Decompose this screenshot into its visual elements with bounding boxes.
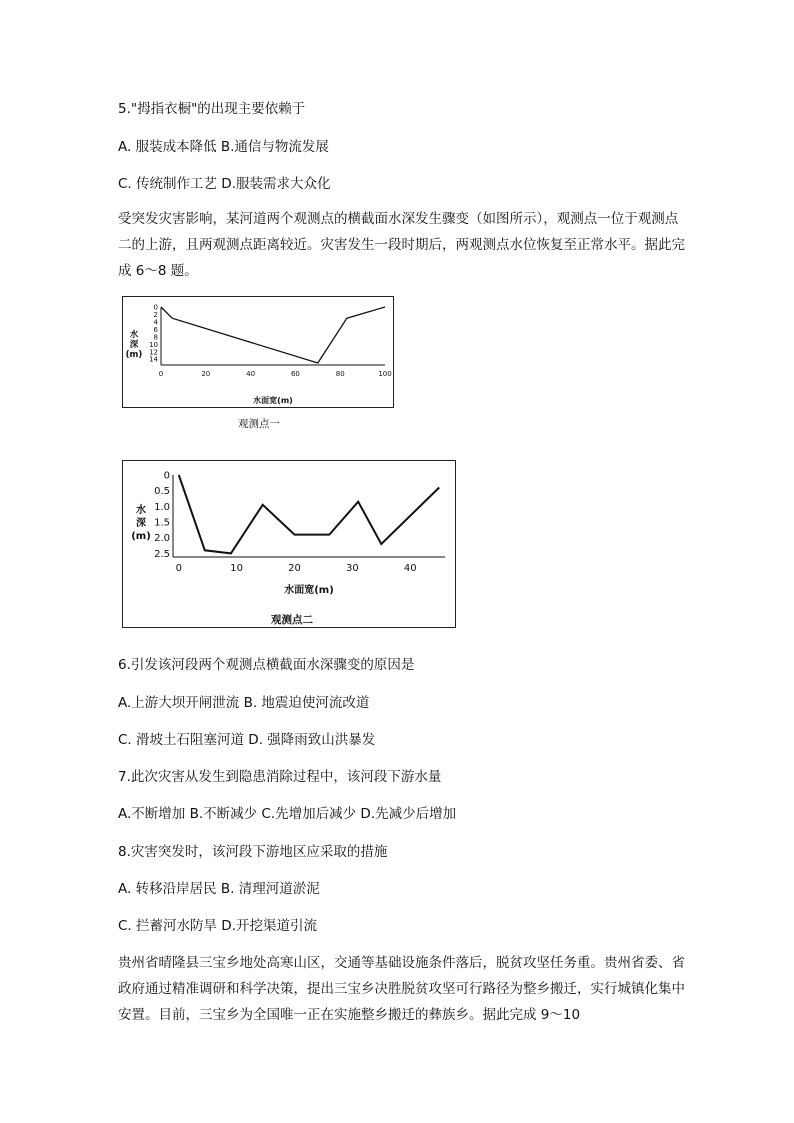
x-tick-label: 40 xyxy=(403,563,417,574)
caption-observation-point-1: 观测点一 xyxy=(238,418,280,430)
q6-options-ab: A.上游大坝开闸泄流 B. 地震迫使河流改道 xyxy=(118,695,370,711)
y-axis-label: (m) xyxy=(125,350,143,360)
q6-options-cd: C. 滑坡土石阻塞河道 D. 强降雨致山洪暴发 xyxy=(118,732,376,748)
chart-observation-point-2 xyxy=(123,461,455,627)
y-axis-label: 水 xyxy=(136,505,146,516)
y-tick-label: 1.5 xyxy=(154,517,170,529)
x-tick-label: 20 xyxy=(201,370,211,378)
y-tick-label: 4 xyxy=(153,318,158,327)
q8-options-ab: A. 转移沿岸居民 B. 清理河道淤泥 xyxy=(118,881,320,897)
y-tick-label: 2.5 xyxy=(154,548,170,560)
x-tick-label: 10 xyxy=(230,563,244,574)
q7-stem: 7.此次灾害从发生到隐患消除过程中，该河段下游水量 xyxy=(118,769,442,785)
y-tick-label: 6 xyxy=(153,325,158,334)
y-tick-label: 12 xyxy=(149,348,158,357)
x-axis-label: 水面宽(m) xyxy=(284,585,334,596)
q5-options-cd: C. 传统制作工艺 D.服装需求大众化 xyxy=(118,176,331,192)
q8-stem: 8.灾害突发时，该河段下游地区应采取的措施 xyxy=(118,844,388,860)
x-tick-label: 40 xyxy=(246,370,256,378)
x-tick-label: 80 xyxy=(335,370,345,378)
chart-observation-point-1 xyxy=(123,297,393,407)
x-axis-label: 水面宽(m) xyxy=(253,396,293,405)
x-tick-label: 20 xyxy=(288,563,301,574)
q6-stem: 6.引发该河段两个观测点横截面水深骤变的原因是 xyxy=(118,657,415,673)
y-axis-label: (m) xyxy=(131,531,151,542)
y-axis-label: 水 xyxy=(129,330,139,340)
water-depth-profile-line xyxy=(161,307,385,363)
q5-stem: 5."拇指衣橱"的出现主要依赖于 xyxy=(118,101,306,117)
y-axis-label: 深 xyxy=(136,518,146,529)
x-tick-label: 60 xyxy=(290,370,300,378)
y-tick-label: 2.0 xyxy=(154,533,170,545)
y-tick-label: 2 xyxy=(153,310,158,319)
caption-observation-point-2: 观测点二 xyxy=(271,614,313,626)
y-tick-label: 10 xyxy=(149,340,158,349)
y-tick-label: 0 xyxy=(153,303,158,312)
y-tick-label: 0 xyxy=(163,470,170,482)
q7-options: A.不断增加 B.不断减少 C.先增加后减少 D.先减少后增加 xyxy=(118,806,457,822)
y-axis-label: 深 xyxy=(129,340,139,350)
y-tick-label: 14 xyxy=(149,355,158,364)
passage-disaster: 受突发灾害影响，某河道两个观测点的横截面水深发生骤变（如图所示），观测点一位于观测点二的上游，且两观测点距离较近。灾害发生一段时期后，两观测点水位恢复至正常水平。据此完成 6～8 题。 xyxy=(118,211,685,279)
q8-options-cd: C. 拦蓄河水防旱 D.开挖渠道引流 xyxy=(118,918,317,934)
x-tick-label: 100 xyxy=(378,370,392,378)
passage-sanbao: 贵州省晴隆县三宝乡地处高寒山区，交通等基础设施条件落后，脱贫攻坚任务重。贵州省委、省政府通过精准调研和科学决策，提出三宝乡决胜脱贫攻坚可行路径为整乡搬迁，实行城镇化集中安置。目前，三宝乡为全国唯一正在实施整乡搬迁的彝族乡。据此完成 9～10 xyxy=(118,955,685,1023)
y-tick-label: 1.0 xyxy=(154,501,170,513)
x-tick-label: 0 xyxy=(158,370,164,378)
figure-observation-point-2 xyxy=(122,460,456,628)
water-depth-profile-line xyxy=(179,475,439,553)
x-tick-label: 30 xyxy=(346,563,359,574)
q5-options-ab: A. 服装成本降低 B.通信与物流发展 xyxy=(118,139,329,155)
y-tick-label: 0.5 xyxy=(154,486,170,498)
y-tick-label: 8 xyxy=(153,333,158,342)
figure-observation-point-1 xyxy=(122,296,394,408)
x-tick-label: 0 xyxy=(175,563,182,574)
